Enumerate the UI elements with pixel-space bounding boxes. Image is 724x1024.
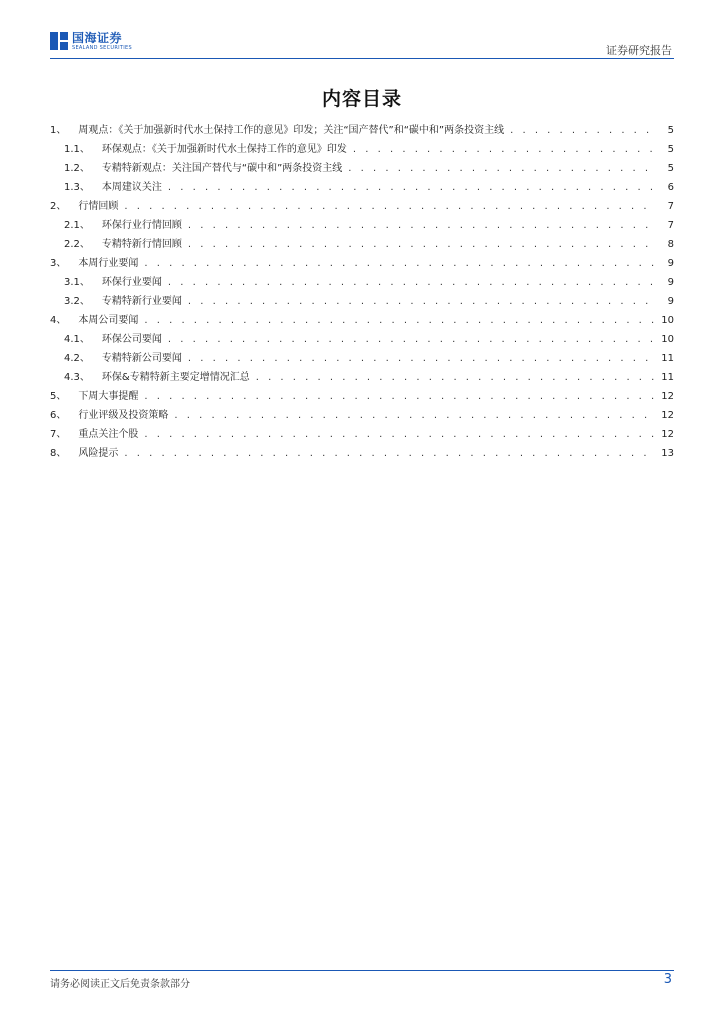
toc-entry[interactable] [50, 216, 674, 235]
toc-entry-title: 专精特新观点：关注国产替代与“碳中和”两条投资主线 [101, 163, 343, 174]
toc-entry-number: 5、 [50, 391, 67, 402]
toc-entry-number: 3.2、 [64, 296, 90, 307]
toc-entry-page: 10 [661, 315, 674, 326]
toc-entry-number: 3.1、 [64, 277, 90, 288]
toc-entry-page: 12 [661, 391, 674, 402]
toc-entry-number: 3、 [50, 258, 67, 269]
header-divider [50, 58, 674, 59]
page-header [50, 30, 674, 60]
toc-entry[interactable] [50, 159, 674, 178]
toc-leader-dots [188, 239, 654, 250]
toc-entry-page: 5 [667, 144, 674, 155]
toc-entry-page: 11 [661, 372, 674, 383]
toc-entry-title: 本周行业要闻 [78, 258, 139, 269]
toc-entry-title: 环保行业要闻 [101, 277, 162, 288]
toc-leader-dots [174, 410, 654, 421]
toc-leader-dots [144, 391, 654, 402]
toc-entry[interactable] [50, 178, 674, 197]
toc-leader-dots [124, 201, 654, 212]
toc-entry-page: 9 [667, 296, 674, 307]
toc-entry[interactable] [50, 197, 674, 216]
toc-entry-number: 1、 [50, 125, 67, 136]
toc-entry-number: 4.2、 [64, 353, 90, 364]
toc-entry-title: 环保&专精特新主要定增情况汇总 [101, 372, 250, 383]
toc-leader-dots [188, 296, 654, 307]
toc-entry[interactable] [50, 254, 674, 273]
toc-leader-dots [256, 372, 654, 383]
toc-entry-number: 1.2、 [64, 163, 90, 174]
toc-entry-page: 12 [661, 429, 674, 440]
toc-entry-number: 1.1、 [64, 144, 90, 155]
toc-entry-title: 本周建议关注 [101, 182, 162, 193]
toc-leader-dots [144, 315, 654, 326]
toc-title: 内容目录 [321, 88, 402, 110]
toc-entry-title: 下周大事提醒 [78, 391, 139, 402]
toc-leader-dots [348, 163, 654, 174]
toc-entry[interactable] [50, 292, 674, 311]
toc-entry-page: 9 [667, 258, 674, 269]
toc-leader-dots [144, 258, 654, 269]
toc-entry[interactable] [50, 368, 674, 387]
logo-icon [50, 32, 68, 50]
toc-entry-number: 4、 [50, 315, 67, 326]
toc-entry-title: 行情回顾 [78, 201, 119, 212]
toc-leader-dots [168, 277, 654, 288]
toc-entry-number: 2、 [50, 201, 67, 212]
table-of-contents [50, 121, 674, 463]
toc-leader-dots [353, 144, 654, 155]
toc-entry[interactable] [50, 444, 674, 463]
toc-entry-title: 专精特新行情回顾 [101, 239, 182, 250]
toc-entry-page: 11 [661, 353, 674, 364]
toc-entry-number: 7、 [50, 429, 67, 440]
toc-entry-number: 1.3、 [64, 182, 90, 193]
logo-name-en: SEALAND SECURITIES [72, 45, 132, 51]
page-number: 3 [663, 972, 672, 987]
toc-entry-title: 环保观点：《关于加强新时代水土保持工作的意见》印发 [101, 144, 347, 155]
toc-entry-page: 5 [667, 125, 674, 136]
toc-entry[interactable] [50, 140, 674, 159]
toc-leader-dots [168, 182, 654, 193]
toc-entry-page: 13 [661, 448, 674, 459]
toc-leader-dots [188, 353, 654, 364]
toc-entry[interactable] [50, 425, 674, 444]
footer-divider [50, 970, 674, 971]
toc-leader-dots [124, 448, 654, 459]
toc-entry-page: 5 [667, 163, 674, 174]
toc-entry-title: 环保行业行情回顾 [101, 220, 182, 231]
disclaimer-note: 请务必阅读正文后免责条款部分 [50, 979, 190, 990]
toc-entry-page: 7 [667, 220, 674, 231]
toc-entry-page: 12 [661, 410, 674, 421]
report-type-label: 证券研究报告 [606, 44, 672, 57]
toc-entry-number: 6、 [50, 410, 67, 421]
toc-entry-title: 环保公司要闻 [101, 334, 162, 345]
toc-entry-number: 8、 [50, 448, 67, 459]
company-logo [50, 32, 132, 51]
toc-entry[interactable] [50, 387, 674, 406]
toc-entry-number: 4.3、 [64, 372, 90, 383]
toc-entry[interactable] [50, 121, 674, 140]
toc-entry[interactable] [50, 330, 674, 349]
toc-entry-number: 2.1、 [64, 220, 90, 231]
toc-entry[interactable] [50, 406, 674, 425]
toc-entry-page: 6 [667, 182, 674, 193]
toc-leader-dots [144, 429, 654, 440]
toc-leader-dots [168, 334, 654, 345]
toc-entry[interactable] [50, 273, 674, 292]
toc-entry[interactable] [50, 235, 674, 254]
toc-leader-dots [510, 125, 654, 136]
toc-entry-page: 9 [667, 277, 674, 288]
toc-entry-title: 专精特新公司要闻 [101, 353, 182, 364]
toc-entry-title: 本周公司要闻 [78, 315, 139, 326]
toc-entry-title: 重点关注个股 [78, 429, 139, 440]
toc-entry-number: 2.2、 [64, 239, 90, 250]
logo-name-cn: 国海证券 [72, 31, 123, 45]
toc-entry-title: 行业评级及投资策略 [78, 410, 169, 421]
toc-entry-number: 4.1、 [64, 334, 90, 345]
toc-entry-page: 10 [661, 334, 674, 345]
toc-entry-title: 风险提示 [78, 448, 119, 459]
toc-entry[interactable] [50, 311, 674, 330]
toc-entry-title: 专精特新行业要闻 [101, 296, 182, 307]
toc-leader-dots [188, 220, 654, 231]
toc-entry-title: 周观点：《关于加强新时代水土保持工作的意见》印发；关注“国产替代”和“碳中和”两条投资主线 [78, 125, 505, 136]
toc-entry-page: 7 [667, 201, 674, 212]
toc-entry-page: 8 [667, 239, 674, 250]
toc-entry[interactable] [50, 349, 674, 368]
